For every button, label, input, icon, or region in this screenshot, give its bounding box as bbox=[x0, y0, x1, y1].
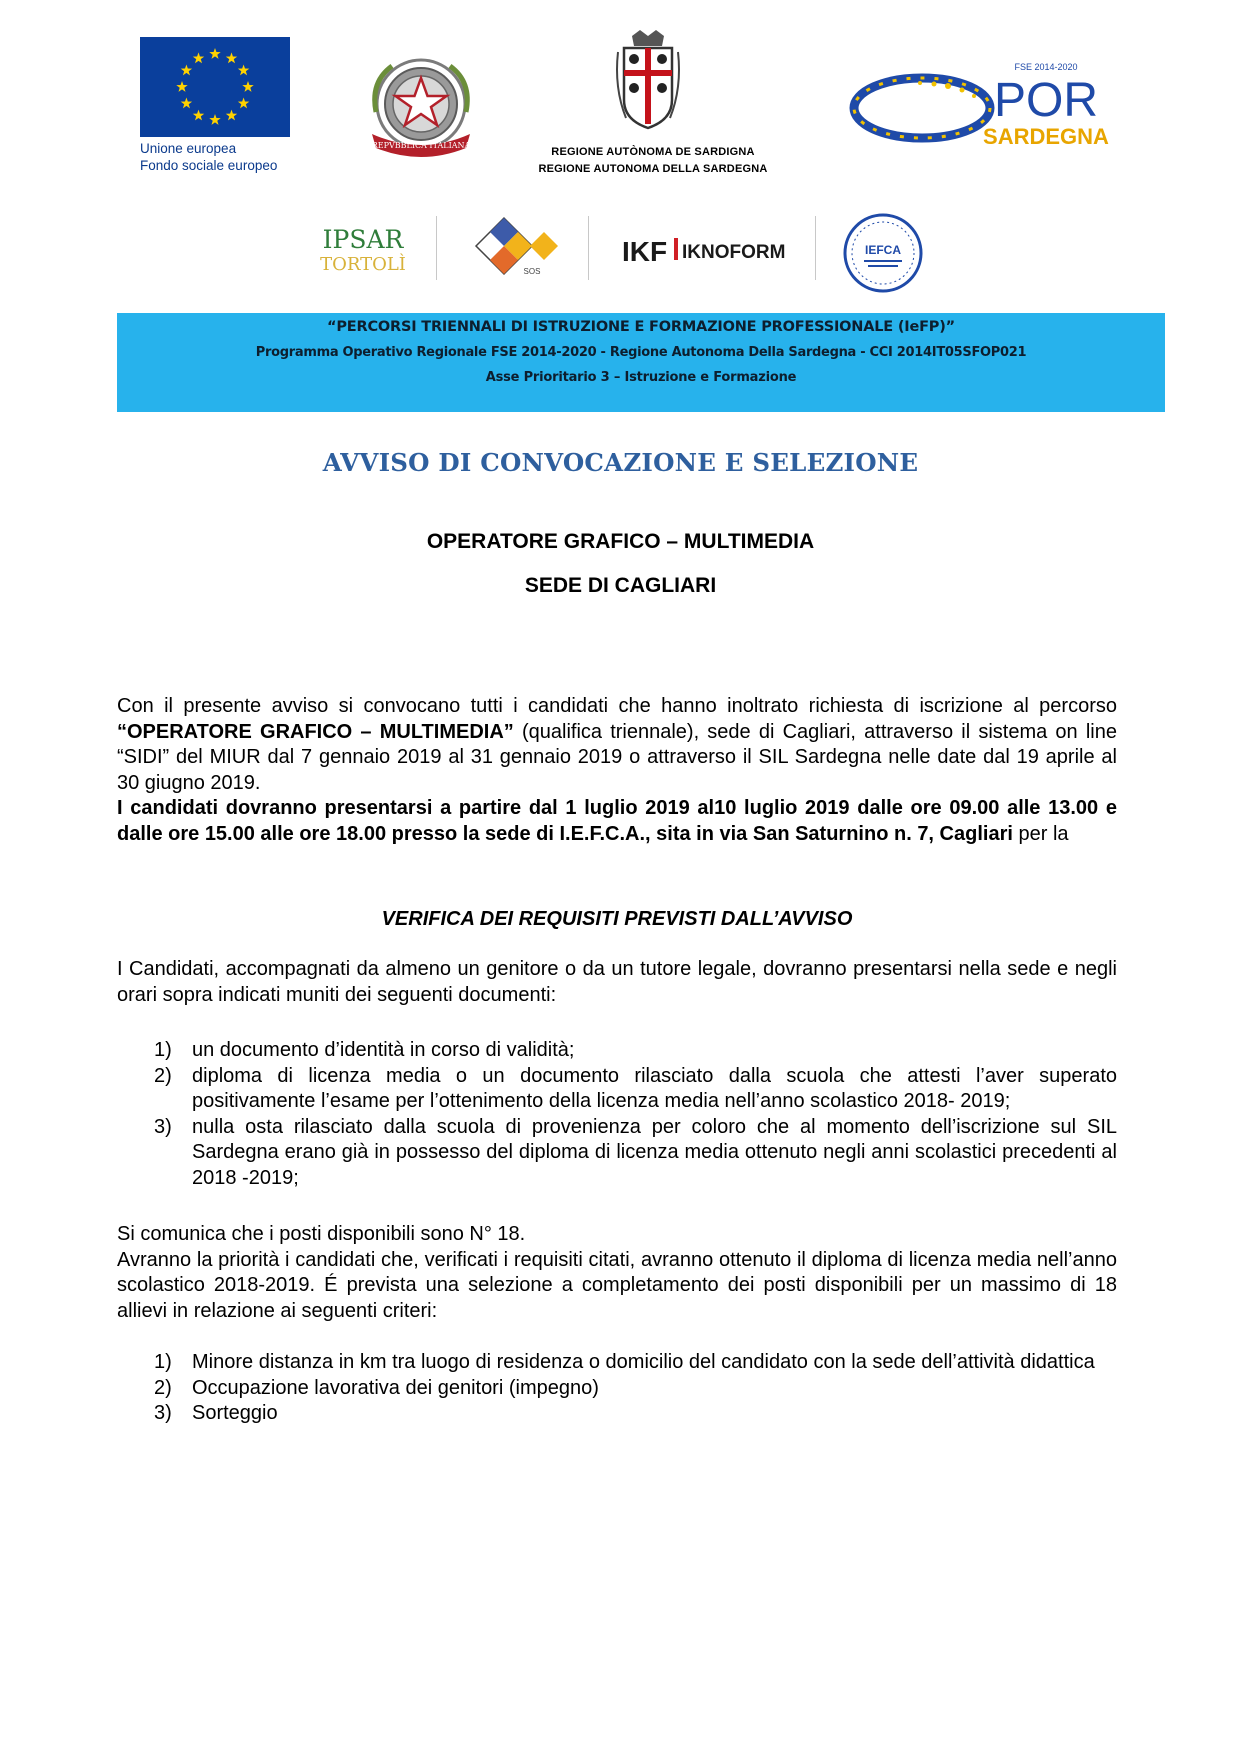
iknoform-logo bbox=[620, 230, 796, 270]
eu-flag-logo bbox=[140, 37, 290, 137]
sardinia-coat-of-arms bbox=[614, 28, 682, 138]
convocation-details: I candidati dovranno presentarsi a partire dal 1 luglio 2019 al10 luglio 2019 dalle ore 09.00 alle 13.00 e dalle ore 15.00 alle ore 18.00 presso la sede di I.E.F.C.A., sita in via San Saturnino n. 7, Cagliari bbox=[117, 797, 1117, 845]
posti-count: Si comunica che i posti disponibili sono N° 18. bbox=[117, 1223, 526, 1245]
requirements-heading: VERIFICA DEI REQUISITI PREVISTI DALL’AVVISO bbox=[381, 908, 853, 930]
por-sardegna-logo bbox=[850, 60, 1109, 155]
list-item bbox=[117, 1115, 1117, 1192]
list-text: nulla osta rilasciato dalla scuola di provenienza per coloro che al momento dell’iscrizione sul SIL Sardegna erano già in possesso del diploma di licenza media ottenuto negli anni scolastici precedenti al 2018 -2019; bbox=[192, 1115, 1117, 1189]
iefca-logo bbox=[842, 212, 924, 294]
list-text: Sorteggio bbox=[192, 1402, 278, 1424]
sardinia-caption bbox=[518, 144, 788, 178]
intro-text: Con il presente avviso si convocano tutti i candidati che hanno inoltrato richiesta di iscrizione al percorso bbox=[117, 695, 1117, 717]
tortoli-text: TORTOLÌ bbox=[320, 254, 406, 275]
list-number: 3) bbox=[154, 1402, 172, 1424]
course-location: SEDE DI CAGLIARI bbox=[524, 574, 717, 597]
italian-republic-emblem bbox=[362, 52, 480, 160]
eu-caption-line-1: Unione europea bbox=[140, 141, 237, 156]
candidates-paragraph: I Candidati, accompagnati da almeno un genitore o da un tutore legale, dovranno presentarsi nella sede e negli orari sopra indicati muniti dei seguenti documenti: bbox=[117, 958, 1117, 1006]
banner-line-3: Asse Prioritario 3 – Istruzione e Formazione bbox=[485, 370, 797, 385]
eu-caption-line-2: Fondo sociale europeo bbox=[140, 158, 278, 173]
list-number: 3) bbox=[154, 1115, 172, 1138]
page-title: AVVISO DI CONVOCAZIONE E SELEZIONE bbox=[322, 448, 919, 477]
list-number: 1) bbox=[154, 1039, 172, 1061]
list-text: diploma di licenza media o un documento rilasciato dalla scuola che attesti l’aver superato positivamente l’esame per l’ottenimento della licenza media nell’anno scolastico 2018- 2019; bbox=[192, 1064, 1117, 1112]
banner-line-1: “PERCORSI TRIENNALI DI ISTRUZIONE E FORMAZIONE PROFESSIONALE (IeFP)” bbox=[327, 319, 955, 335]
course-title: OPERATORE GRAFICO – MULTIMEDIA bbox=[426, 530, 815, 553]
sos-logo bbox=[468, 214, 564, 278]
list-number: 2) bbox=[154, 1376, 172, 1399]
ikf-text: IKF bbox=[622, 236, 668, 267]
iknoform-text: IKNOFORM bbox=[682, 242, 786, 263]
criteria-list bbox=[117, 1350, 1117, 1427]
ipsar-tortoli-logo bbox=[310, 222, 416, 278]
list-item bbox=[117, 1350, 1117, 1376]
priority-text: Avranno la priorità i candidati che, verificati i requisiti citati, avranno ottenuto il diploma di licenza media nell’anno scolastico 2018-2019. É prevista una selezione a completamento dei posti disponibili per un massimo di 18 allievi in relazione ai seguenti criteri: bbox=[117, 1248, 1117, 1322]
sardinia-caption-line-2: REGIONE AUTONOMA DELLA SARDEGNA bbox=[538, 163, 768, 175]
list-item bbox=[117, 1376, 1117, 1402]
convocation-tail: per la bbox=[1012, 822, 1069, 845]
iefca-text: IEFCA bbox=[865, 243, 901, 257]
ipsar-text: IPSAR bbox=[322, 225, 404, 254]
por-name-text: POR bbox=[993, 74, 1099, 127]
intro-course-name: “OPERATORE GRAFICO – MULTIMEDIA” bbox=[117, 720, 514, 743]
list-text: Minore distanza in km tra luogo di residenza o domicilio del candidato con la sede dell’attività didattica bbox=[192, 1351, 1095, 1373]
banner-line-2: Programma Operativo Regionale FSE 2014-2020 - Regione Autonoma Della Sardegna - CCI 2014IT05SFOP021 bbox=[255, 345, 1027, 360]
logo-divider bbox=[436, 216, 437, 280]
list-number: 2) bbox=[154, 1064, 172, 1087]
sos-text: SOS bbox=[523, 267, 541, 276]
logo-divider bbox=[588, 216, 589, 280]
list-text: un documento d’identità in corso di validità; bbox=[192, 1039, 575, 1061]
republic-banner-text: REPVBBLICA ITALIANA bbox=[371, 141, 471, 150]
list-item bbox=[117, 1401, 1117, 1427]
por-region-text: SARDEGNA bbox=[983, 124, 1109, 149]
intro-paragraph bbox=[117, 694, 1117, 847]
sardinia-caption-line-1: REGIONE AUTÒNOMA DE SARDIGNA bbox=[551, 146, 755, 158]
intro-text-rest: (qualifica triennale), sede di Cagliari, attraverso il sistema on line “SIDI” del MIUR dal 7 gennaio 2019 al 31 gennaio 2019 o attraverso il SIL Sardegna nelle date dal 19 aprile al 30 giugno 2019. bbox=[117, 720, 1117, 794]
por-years-text: FSE 2014-2020 bbox=[1014, 62, 1078, 72]
list-item bbox=[117, 1038, 1117, 1064]
logo-divider bbox=[815, 216, 816, 280]
list-item bbox=[117, 1064, 1117, 1115]
documents-list bbox=[117, 1038, 1117, 1191]
list-number: 1) bbox=[154, 1351, 172, 1373]
eu-caption bbox=[140, 140, 296, 174]
program-banner bbox=[117, 313, 1165, 412]
list-text: Occupazione lavorativa dei genitori (impegno) bbox=[192, 1376, 599, 1399]
posti-paragraph bbox=[117, 1222, 1117, 1324]
